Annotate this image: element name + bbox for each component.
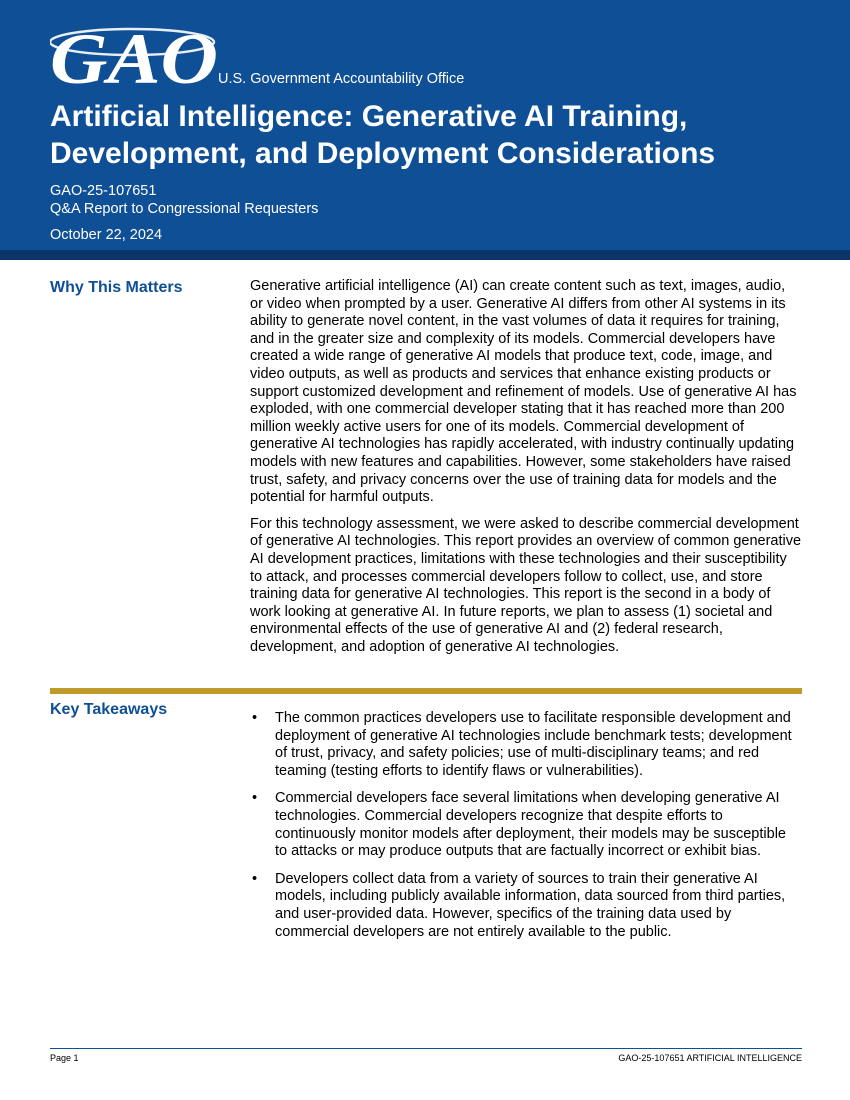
- report-date: October 22, 2024: [50, 227, 163, 243]
- org-name: U.S. Government Accountability Office: [218, 71, 465, 87]
- why-paragraph-1: Generative artificial intelligence (AI) can create content such as text, images, audio, or video when prompted by a user. Generative AI differs from other AI systems in its ability to generate novel content, in the vast volumes of data it requires for training, and in the greater size and complexity of its models. Commercial developers have created a wide range of generative AI models that produce text, code, image, and video outputs, as well as products and services that enhance existing products or support customized development and refinement of models. Use of generative AI has exploded, with one commercial developer stating that it has reached more than 200 million weekly active users for one of its models. Commercial development of generative AI technologies has rapidly accelerated, with industry continually updating models with new features and capabilities. However, some stakeholders have raised trust, safety, and privacy concerns over the use of training data for models and the potential for harmful outputs.: [250, 278, 797, 506]
- section-divider: [50, 688, 802, 694]
- takeaway-text: Developers collect data from a variety of sources to train their generative AI models, including publicly available information, data sourced from third parties, and user-provided data. However, specifics of the training data used by commercial developers are not entirely available to the public.: [275, 870, 786, 940]
- key-takeaways-list: [250, 710, 802, 951]
- header-divider: [0, 250, 850, 260]
- page-number: Page 1: [50, 1053, 79, 1063]
- report-type: Q&A Report to Congressional Requesters: [50, 201, 319, 217]
- takeaway-text: Commercial developers face several limitations when developing generative AI technologies. Commercial developers recognize that despite efforts to continuously monitor models after deployment, their models may be susceptible to attacks or may produce outputs that are factually incorrect or exhibit bias.: [275, 790, 786, 860]
- why-this-matters-body: [250, 278, 802, 665]
- takeaway-item: [250, 710, 802, 780]
- why-paragraph-2: For this technology assessment, we were asked to describe commercial development of generative AI technologies. This report provides an overview of common generative AI development practices, limitations with these technologies and their susceptibility to attack, and processes commercial developers follow to collect, use, and store training data for generative AI technologies. This report is the second in a body of work looking at generative AI. In future reports, we plan to assess (1) societal and environmental effects of the use of generative AI and (2) federal research, development, and adoption of generative AI technologies.: [250, 515, 802, 655]
- bullet-icon: •: [252, 790, 258, 807]
- takeaway-item: [250, 871, 802, 941]
- bullet-icon: •: [252, 870, 258, 887]
- footer-divider: [50, 1048, 802, 1049]
- key-takeaways-heading: Key Takeaways: [50, 701, 168, 718]
- takeaway-item: [250, 790, 802, 860]
- running-title: GAO-25-107651 ARTIFICIAL INTELLIGENCE: [618, 1053, 802, 1063]
- takeaway-text: The common practices developers use to facilitate responsible development and deployment of generative AI technologies include benchmark tests; development of trust, privacy, and safety policies; use of multi-disciplinary teams; and red teaming (testing efforts to identify flaws or vulnerabilities).: [275, 710, 792, 779]
- header-banner: [0, 0, 850, 250]
- report-code: GAO-25-107651: [50, 183, 157, 199]
- page-title: Artificial Intelligence: Generative AI Training, Development, and Deployment Considerations: [50, 100, 716, 170]
- gao-logo-text: GAO: [50, 22, 218, 86]
- bullet-icon: •: [252, 710, 258, 726]
- why-this-matters-heading: Why This Matters: [50, 279, 183, 296]
- gao-logo: [50, 22, 220, 86]
